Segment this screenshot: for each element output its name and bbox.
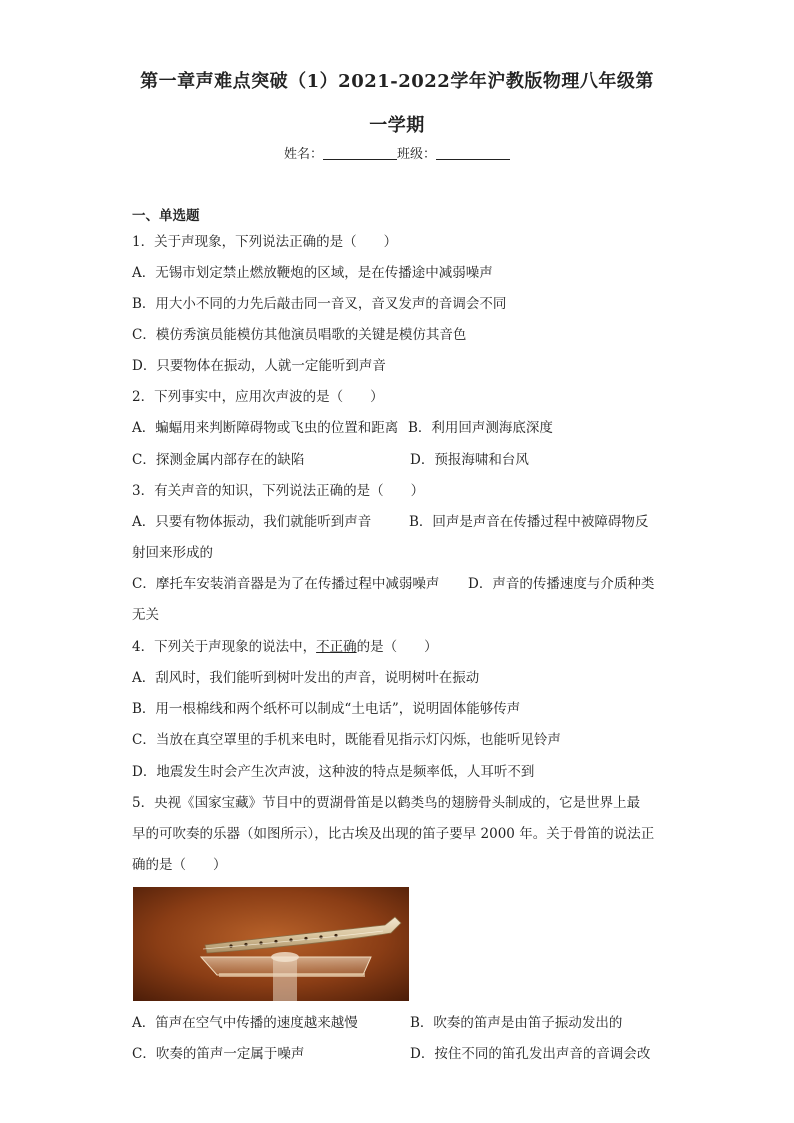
q2-option-b: B．利用回声测海底深度 bbox=[408, 420, 553, 436]
name-label: 姓名： bbox=[283, 147, 323, 162]
q2-stem: 2．下列事实中，应用次声波的是（ ） bbox=[132, 389, 384, 405]
q5-option-a: A．笛声在空气中传播的速度越来越慢 bbox=[132, 1015, 358, 1031]
q4-stem-post: 的是（ ） bbox=[356, 639, 438, 655]
q5-option-d: D．按住不同的笛孔发出声音的音调会改 bbox=[410, 1046, 651, 1062]
q1-stem: 1．关于声现象，下列说法正确的是（ ） bbox=[132, 234, 398, 250]
q3-option-d-cont: 无关 bbox=[132, 607, 159, 623]
q5-stem-line3: 确的是（ ） bbox=[132, 857, 227, 873]
q1-option-b: B．用大小不同的力先后敲击同一音叉，音叉发声的音调会不同 bbox=[132, 296, 507, 312]
q3-option-b: B．回声是声音在传播过程中被障碍物反 bbox=[409, 514, 649, 530]
q4-option-a: A．刮风时，我们能听到树叶发出的声音，说明树叶在振动 bbox=[132, 670, 480, 686]
q2-option-a: A．蝙蝠用来判断障碍物或飞虫的位置和距离 bbox=[132, 420, 399, 436]
name-blank[interactable] bbox=[323, 145, 397, 160]
q2-option-c: C．探测金属内部存在的缺陷 bbox=[132, 452, 305, 468]
q4-option-b: B．用一根棉线和两个纸杯可以制成“土电话”，说明固体能够传声 bbox=[132, 701, 521, 717]
q3-stem: 3．有关声音的知识，下列说法正确的是（ ） bbox=[132, 483, 425, 499]
q2-option-d: D．预报海啸和台风 bbox=[410, 452, 529, 468]
class-label: 班级： bbox=[397, 147, 437, 162]
q5-stem-line2: 早的可吹奏的乐器（如图所示），比古埃及出现的笛子要早 2000 年。关于骨笛的说法正 bbox=[132, 826, 655, 842]
q5-option-c: C．吹奏的笛声一定属于噪声 bbox=[132, 1046, 305, 1062]
q1-option-c: C．模仿秀演员能模仿其他演员唱歌的关键是模仿其音色 bbox=[132, 327, 467, 343]
worksheet-title-line2: 一学期 bbox=[369, 115, 425, 136]
q3-option-a: A．只要有物体振动，我们就能听到声音 bbox=[132, 514, 372, 530]
q5-stem-line1: 5．央视《国家宝藏》节目中的贾湖骨笛是以鹤类鸟的翅膀骨头制成的，它是世界上最 bbox=[132, 795, 641, 811]
q4-option-d: D．地震发生时会产生次声波，这种波的特点是频率低，人耳听不到 bbox=[132, 764, 535, 780]
worksheet-title-line1: 第一章声难点突破（1）2021-2022学年沪教版物理八年级第 bbox=[140, 71, 654, 92]
bone-flute-photo bbox=[133, 887, 409, 1001]
q3-option-d: D．声音的传播速度与介质种类 bbox=[468, 576, 655, 592]
class-blank[interactable] bbox=[436, 145, 510, 160]
q3-option-c: C．摩托车安装消音器是为了在传播过程中减弱噪声 bbox=[132, 576, 440, 592]
q1-option-d: D．只要物体在振动，人就一定能听到声音 bbox=[132, 358, 386, 374]
section-heading: 一、单选题 bbox=[132, 208, 200, 224]
q5-option-b: B．吹奏的笛声是由笛子振动发出的 bbox=[410, 1015, 623, 1031]
q1-option-a: A．无锡市划定禁止燃放鞭炮的区域，是在传播途中减弱噪声 bbox=[132, 265, 493, 281]
q4-option-c: C．当放在真空罩里的手机来电时，既能看见指示灯闪烁，也能听见铃声 bbox=[132, 732, 561, 748]
q3-option-b-cont: 射回来形成的 bbox=[132, 545, 213, 561]
q4-stem-pre: 4．下列关于声现象的说法中， bbox=[132, 639, 317, 655]
student-info bbox=[0, 143, 794, 167]
q4-stem-emphasis: 不正确 bbox=[316, 639, 357, 655]
q4-stem bbox=[132, 637, 438, 657]
